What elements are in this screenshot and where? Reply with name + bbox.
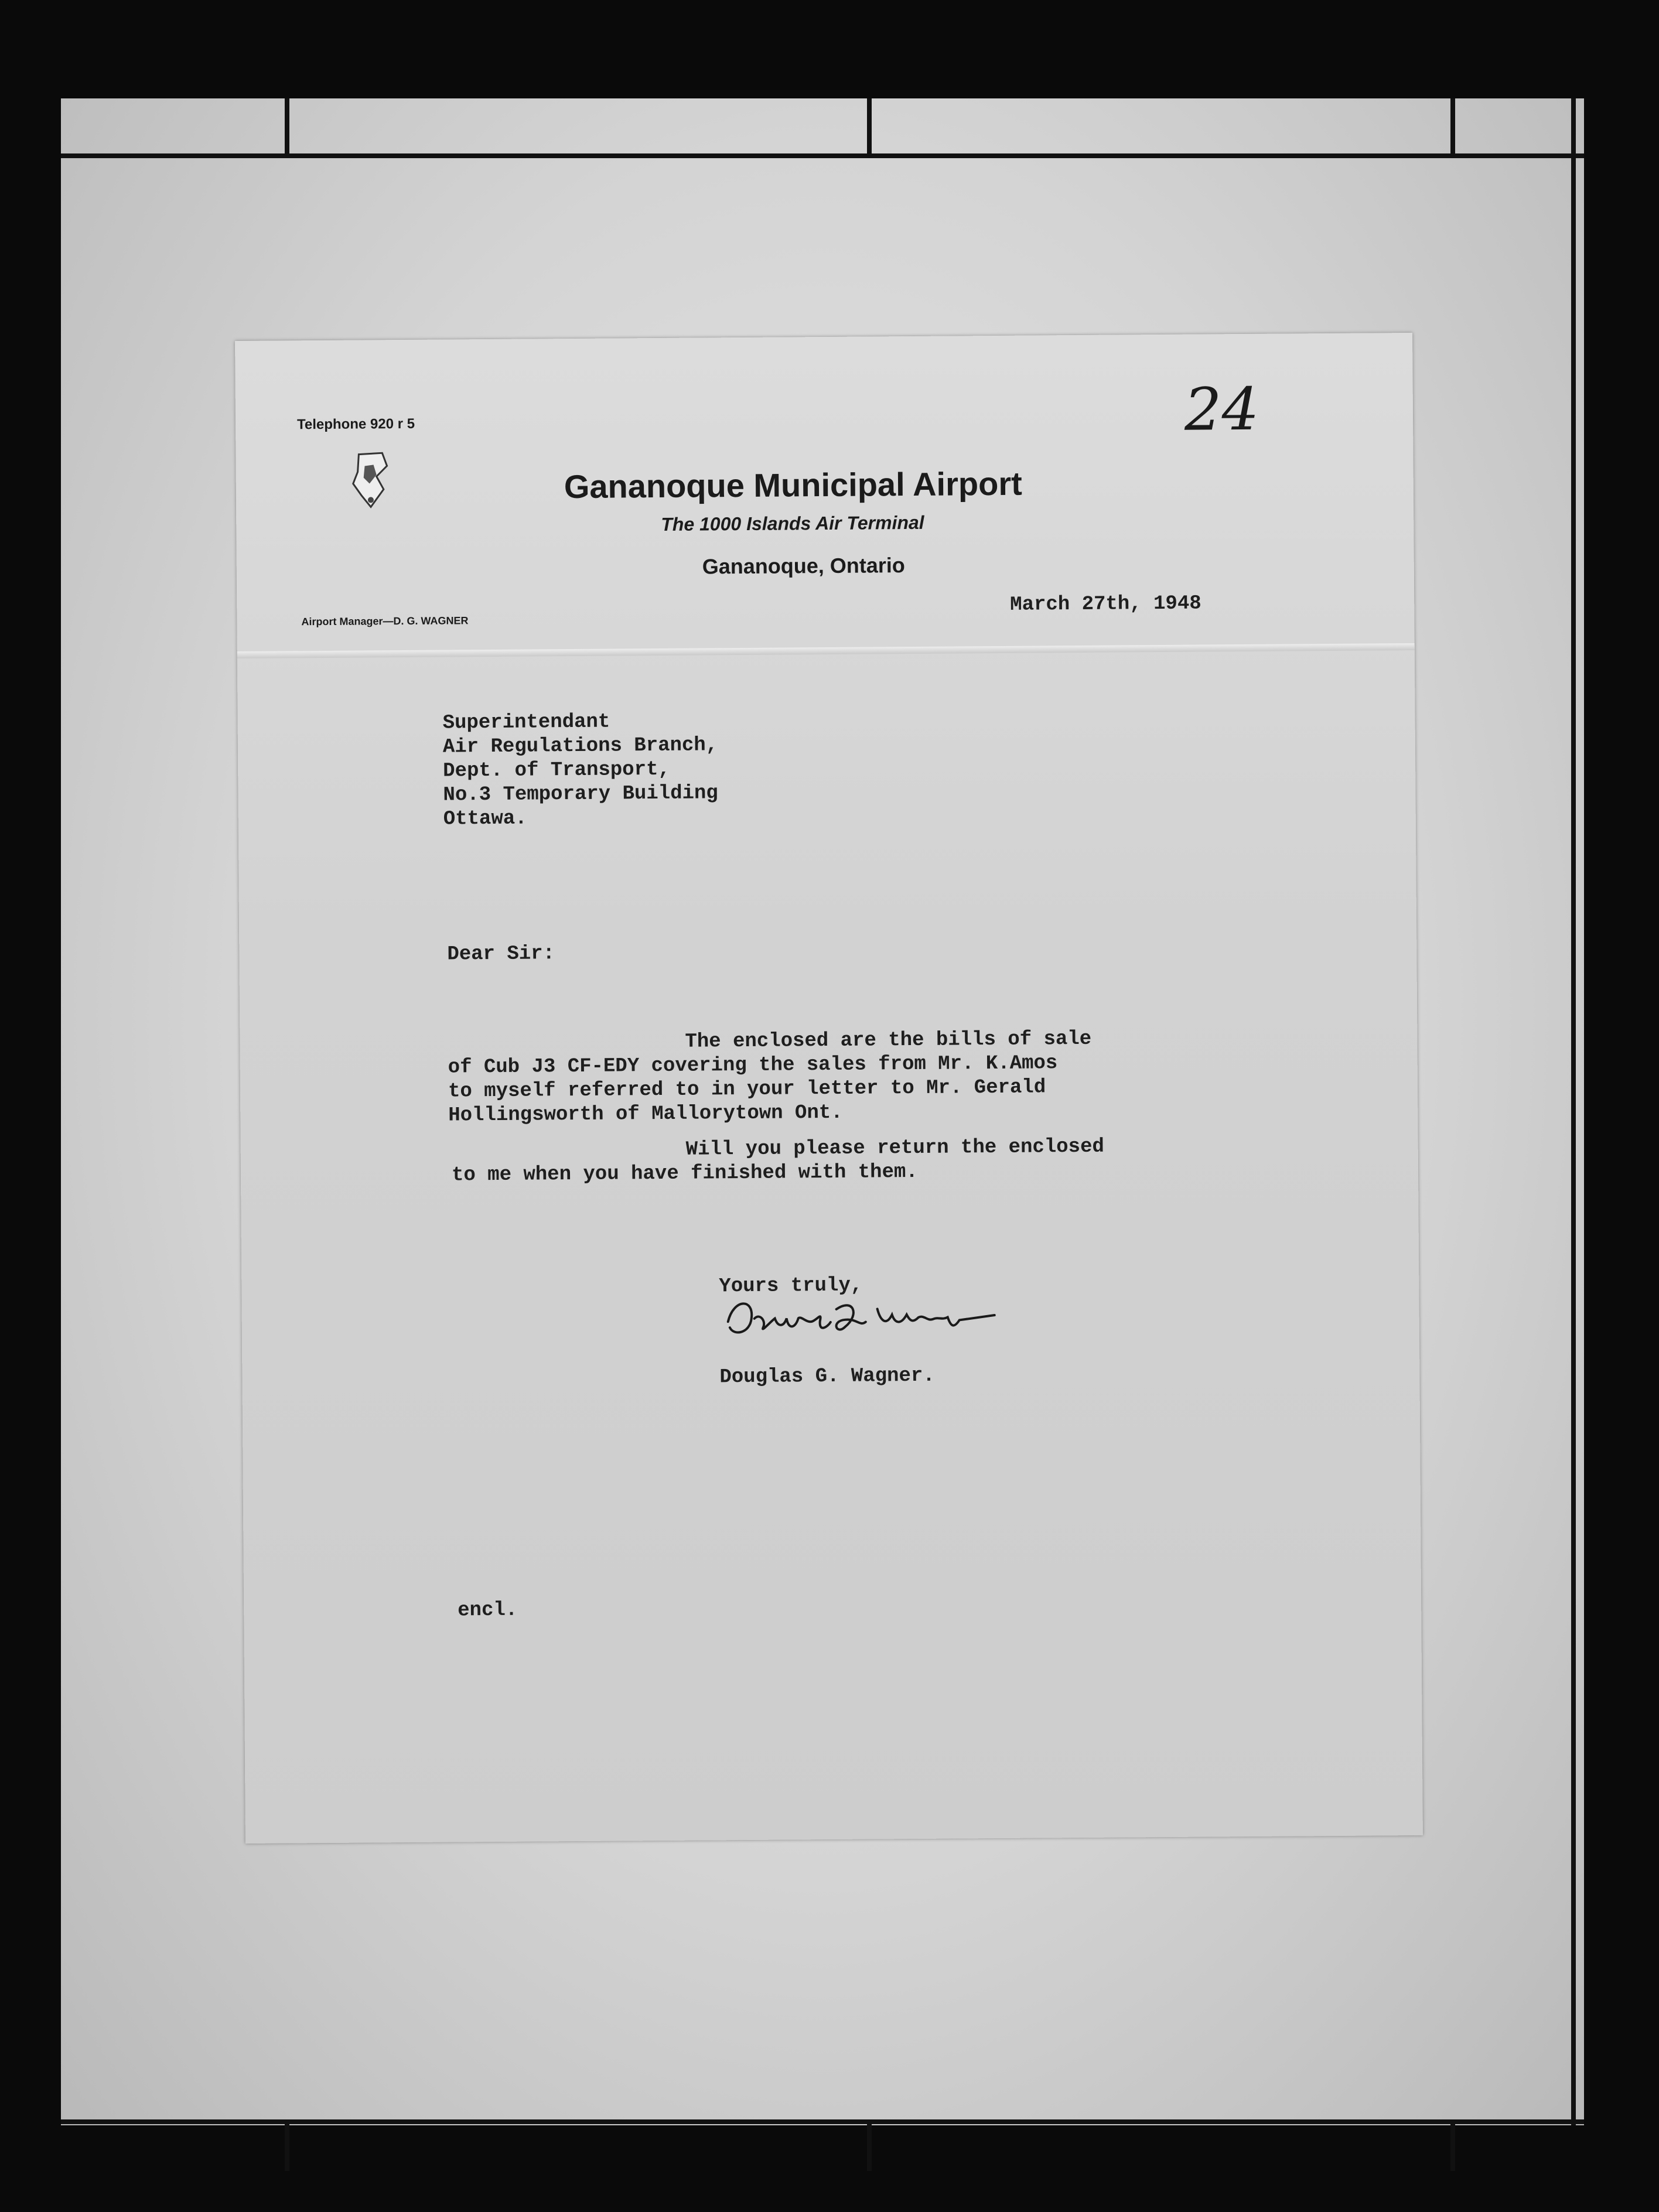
address-line-3: Dept. of Transport, <box>443 758 671 783</box>
enclosure-note: encl. <box>458 1599 518 1622</box>
frame-bottom-tick-left <box>285 2124 289 2171</box>
telephone: Telephone 920 r 5 <box>296 415 415 433</box>
letterhead-tagline: The 1000 Islands Air Terminal <box>661 511 924 535</box>
frame-bottom-tick-right <box>1450 2124 1455 2171</box>
frame-top-tick-left <box>285 98 289 155</box>
frame-bottom-rule <box>61 2119 1584 2124</box>
address-line-2: Air Regulations Branch, <box>442 734 718 759</box>
body-line-1: The enclosed are the bills of sale <box>685 1028 1092 1053</box>
address-line-1: Superintendant <box>442 711 610 735</box>
body-line-6: to me when you have finished with them. <box>451 1160 918 1187</box>
salutation: Dear Sir: <box>447 943 555 966</box>
letter-date: March 27th, 1948 <box>1010 592 1201 616</box>
letterhead-city: Gananoque, Ontario <box>702 553 905 579</box>
address-line-4: No.3 Temporary Building <box>443 782 718 807</box>
frame-bottom-tick-mid <box>867 2124 872 2171</box>
letterhead-name: Gananoque Municipal Airport <box>564 465 1022 506</box>
handwritten-signature <box>719 1285 1001 1357</box>
address-line-5: Ottawa. <box>443 807 527 831</box>
signer-name: Douglas G. Wagner. <box>719 1364 935 1389</box>
frame-top-tick-right <box>1450 98 1455 155</box>
body-line-5: Will you please return the enclosed <box>685 1135 1104 1161</box>
body-line-3: to myself referred to in your letter to Mr. Gerald <box>448 1076 1046 1103</box>
sheet-fold <box>237 643 1415 658</box>
body-line-2: of Cub J3 CF-EDY covering the sales from Mr. K.Amos <box>448 1052 1058 1079</box>
airport-manager: Airport Manager—D. G. WAGNER <box>301 615 469 628</box>
frame-top-tick-mid <box>867 98 872 155</box>
letter-sheet <box>235 333 1423 1844</box>
body-line-4: Hollingsworth of Mallorytown Ont. <box>448 1101 843 1127</box>
page-number: 24 <box>1184 374 1259 444</box>
frame-top-rule <box>61 153 1584 158</box>
closing: Yours truly, <box>719 1274 863 1298</box>
frame-right-rule <box>1571 98 1576 2125</box>
airport-seal-icon <box>341 448 400 513</box>
